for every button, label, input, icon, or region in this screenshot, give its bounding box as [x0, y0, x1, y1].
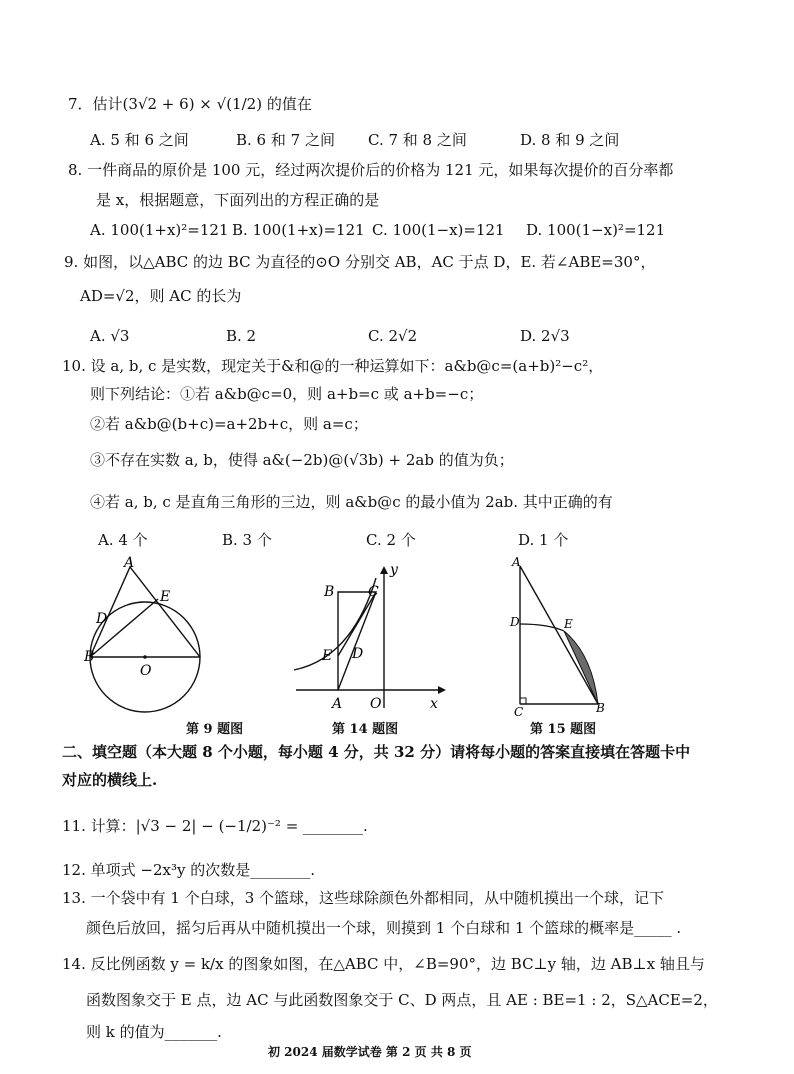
q14-line2: 函数图象交于 E 点，边 AC 与此函数图象交于 C、D 两点，且 AE : BE=1 : 2，S△ACE=2，: [86, 991, 718, 1009]
q7-option-a: A. 5 和 6 之间: [90, 131, 189, 149]
fig14-label-e: E: [322, 648, 333, 664]
q8-option-c: C. 100(1−x)=121: [372, 221, 505, 239]
q12-text: 12. 单项式 −2x³y 的次数是________.: [62, 861, 315, 879]
fig14-y-arrow: [380, 566, 388, 574]
q10-option-d: D. 1 个: [518, 531, 569, 549]
q10-option-a: A. 4 个: [98, 531, 148, 549]
fig15-label-a: A: [512, 555, 521, 569]
figure-14: [292, 558, 452, 718]
q7-option-c: C. 7 和 8 之间: [368, 131, 467, 149]
fig14-label-c: C: [368, 584, 379, 600]
q9-option-a: A. √3: [90, 327, 130, 345]
fig9-label-e: E: [160, 589, 171, 605]
q10-line5: ④若 a, b, c 是直角三角形的三边，则 a&b@c 的最小值为 2ab. 其中正确的有: [90, 493, 613, 511]
q13-line1: 13. 一个袋中有 1 个白球，3 个篮球，这些球除颜色外都相同，从中随机摸出一个球，记下: [62, 889, 665, 907]
q10-line3: ②若 a&b@(b+c)=a+2b+c，则 a=c；: [90, 415, 368, 433]
fig9-label-b: B: [84, 649, 95, 665]
fig15-side-ab: [520, 566, 598, 704]
fig14-caption: 第 14 题图: [332, 722, 399, 737]
q10-line2: 则下列结论：①若 a&b@c=0，则 a+b=c 或 a+b=−c；: [90, 385, 484, 403]
figure-15: [508, 555, 608, 719]
fig14-label-o: O: [370, 696, 382, 712]
q9-option-c: C. 2√2: [368, 327, 418, 345]
fig15-label-d: D: [510, 615, 520, 629]
fig9-label-a: A: [124, 555, 135, 571]
q9-line2: AD=√2，则 AC 的长为: [80, 287, 242, 305]
q10-line1: 10. 设 a, b, c 是实数，现定关于&和@的一种运算如下：a&b@c=(a+b)²−c²，: [62, 357, 604, 375]
q7-option-b: B. 6 和 7 之间: [236, 131, 335, 149]
figure-9: [80, 555, 220, 715]
fig9-caption: 第 9 题图: [186, 722, 244, 737]
q8-option-a: A. 100(1+x)²=121: [90, 221, 229, 239]
q9-option-d: D. 2√3: [520, 327, 570, 345]
fig14-label-d: D: [352, 646, 364, 662]
fig15-label-c: C: [514, 705, 524, 719]
fig15-caption: 第 15 题图: [530, 722, 597, 737]
section2-heading-line2: 对应的横线上.: [62, 771, 158, 789]
q10-option-b: B. 3 个: [222, 531, 272, 549]
fig15-shaded-region: [564, 631, 598, 704]
q7-option-d: D. 8 和 9 之间: [520, 131, 620, 149]
fig15-label-e: E: [564, 617, 573, 631]
fig9-label-d: D: [96, 611, 108, 627]
q8-line1: 8. 一件商品的原价是 100 元，经过两次提价后的价格为 121 元，如果每次提价的百分率都: [68, 161, 674, 179]
fig15-arc-de: [520, 624, 564, 631]
fig9-segment-be: [90, 599, 158, 657]
q14-line3: 则 k 的值为_______.: [86, 1023, 222, 1041]
q8-line2: 是 x，根据题意，下面列出的方程正确的是: [96, 191, 380, 209]
fig14-label-a: A: [332, 696, 343, 712]
fig9-label-o: O: [140, 663, 152, 679]
fig14-label-x: x: [430, 696, 438, 712]
section2-heading-line1: 二、填空题（本大题 8 个小题，每小题 4 分，共 32 分）请将每小题的答案直接填在答题卡中: [62, 743, 691, 761]
q8-option-b: B. 100(1+x)=121: [232, 221, 365, 239]
fig15-label-b: B: [596, 701, 605, 715]
q9-option-b: B. 2: [226, 327, 257, 345]
q13-line2: 颜色后放回，摇匀后再从中随机摸出一个球，则摸到 1 个白球和 1 个篮球的概率是_____ .: [86, 919, 682, 937]
page-footer: 初 2024 届数学试卷 第 2 页 共 8 页: [268, 1045, 472, 1059]
q10-line4: ③不存在实数 a, b，使得 a&(−2b)@(√3b) + 2ab 的值为负；: [90, 451, 514, 469]
q8-option-d: D. 100(1−x)²=121: [526, 221, 666, 239]
q10-option-c: C. 2 个: [366, 531, 416, 549]
q7-stem: 7．估计(3√2 + 6) × √(1/2) 的值在: [68, 95, 312, 113]
q11-text: 11. 计算：|√3 − 2| − (−1/2)⁻² = ________.: [62, 817, 368, 835]
fig14-x-arrow: [438, 686, 446, 694]
fig14-label-b: B: [324, 584, 335, 600]
fig9-center-dot: [143, 655, 147, 659]
q14-line1: 14. 反比例函数 y = k/x 的图象如图，在△ABC 中，∠B=90°，边 BC⊥y 轴，边 AB⊥x 轴且与: [62, 955, 705, 973]
q9-line1: 9. 如图，以△ABC 的边 BC 为直径的⊙O 分别交 AB，AC 于点 D，E. 若∠ABE=30°，: [64, 253, 656, 271]
fig14-label-y: y: [390, 562, 398, 578]
fig15-right-angle: [520, 698, 526, 704]
